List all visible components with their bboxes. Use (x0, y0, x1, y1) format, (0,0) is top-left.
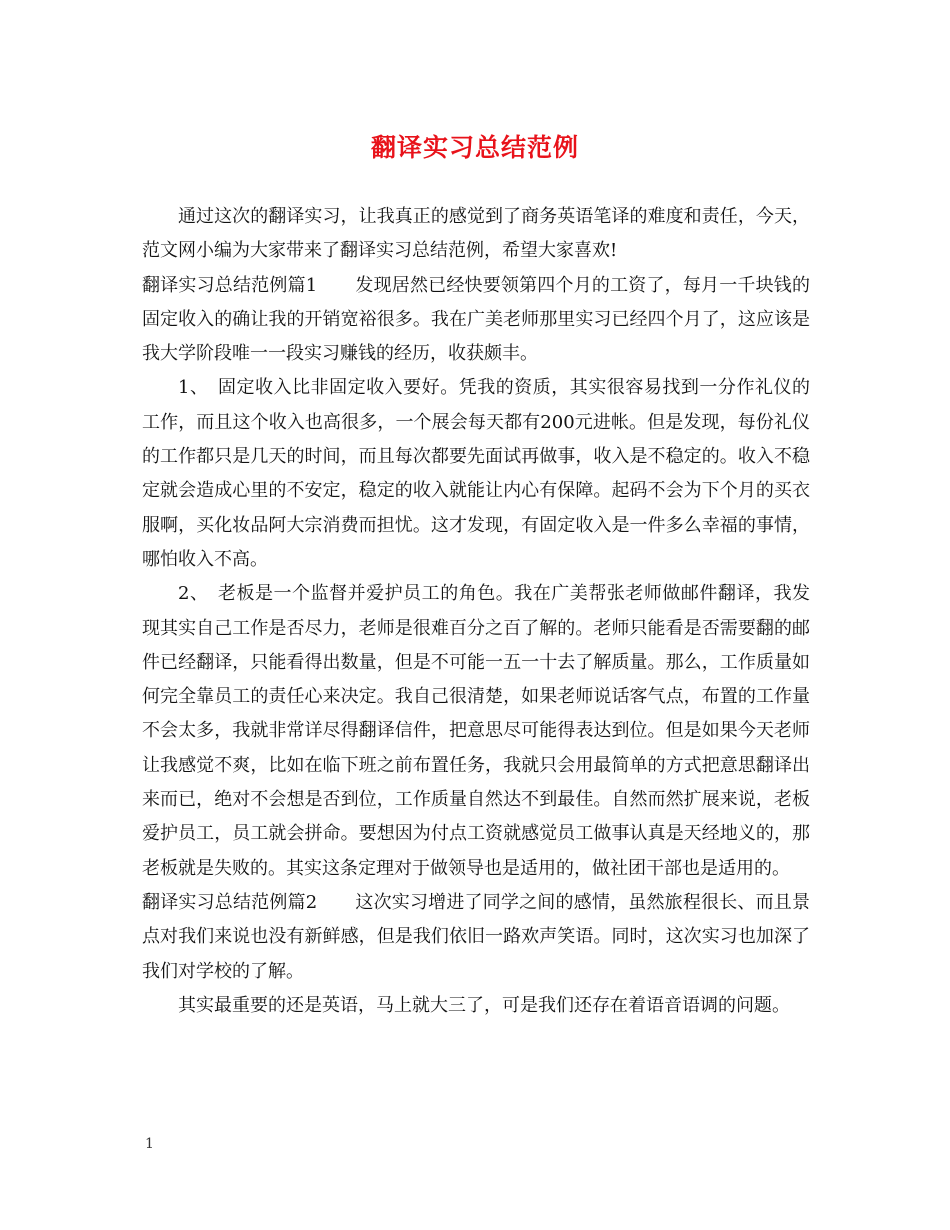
closing-paragraph: 其实最重要的还是英语，马上就大三了，可是我们还存在着语音语调的问题。 (178, 994, 790, 1016)
point-paragraph-2: 2、 老板是一个监督并爱护员工的角色。我在广美帮张老师做邮件翻译，我发现其实自己工作是否尽力，老师是很难百分之百了解的。老师只能看是否需要翻的邮件已经翻译，只能看得出数量，但是不可能一五一十去了解质量。那么，工作质量如何完全靠员工的责任心来决定。我自己很清楚，如果老师说话客气点，布置的工作量不会太多，我就非常详尽得翻译信件，把意思尽可能得表达到位。但是如果今天老师让我感觉不爽，比如在临下班之前布置任务，我就只会用最简单的方式把意思翻译出来而已，绝对不会想是否到位，工作质量自然达不到最佳。自然而然扩展来说，老板爱护员工，员工就会拼命。要想因为付点工资就感觉员工做事认真是天经地义的，那老板就是失败的。其实这条定理对于做领导也是适用的，做社团干部也是适用的。 (142, 583, 810, 879)
point-paragraph-1: 1、 固定收入比非固定收入要好。凭我的资质，其实很容易找到一分作礼仪的工作，而且这个收入也高很多，一个展会每天都有200元进帐。但是发现，每份礼仪的工作都只是几天的时间，而且每次都要先面试再做事，收入是不稳定的。收入不稳定就会造成心里的不安定，稳定的收入就能让内心有保障。起码不会为下个月的买衣服啊，买化妆品阿大宗消费而担忧。这才发现，有固定收入是一件多么幸福的事情，哪怕收入不高。 (142, 377, 810, 570)
section-text-2: 这次实习增进了同学之间的感情，虽然旅程很长、而且景点对我们来说也没有新鲜感，但是我们依旧一路欢声笑语。同时，这次实习也加深了我们对学校的了解。 (142, 891, 810, 982)
intro-paragraph: 通过这次的翻译实习，让我真正的感觉到了商务英语笔译的难度和责任，今天，范文网小编为大家带来了翻译实习总结范例，希望大家喜欢! (142, 206, 810, 262)
section-paragraph-2 (142, 886, 810, 989)
section-heading-1: 翻译实习总结范例篇1 (142, 274, 318, 296)
section-heading-2: 翻译实习总结范例篇2 (142, 891, 318, 913)
document-body (142, 200, 810, 1023)
page-number: 1 (145, 1136, 154, 1152)
section-paragraph-1 (142, 269, 810, 372)
section-text-1: 发现居然已经快要领第四个月的工资了，每月一千块钱的固定收入的确让我的开销宽裕很多。我在广美老师那里实习已经四个月了，这应该是我大学阶段唯一一段实习赚钱的经历，收获颇丰。 (142, 274, 810, 365)
document-title: 翻译实习总结范例 (370, 133, 579, 162)
